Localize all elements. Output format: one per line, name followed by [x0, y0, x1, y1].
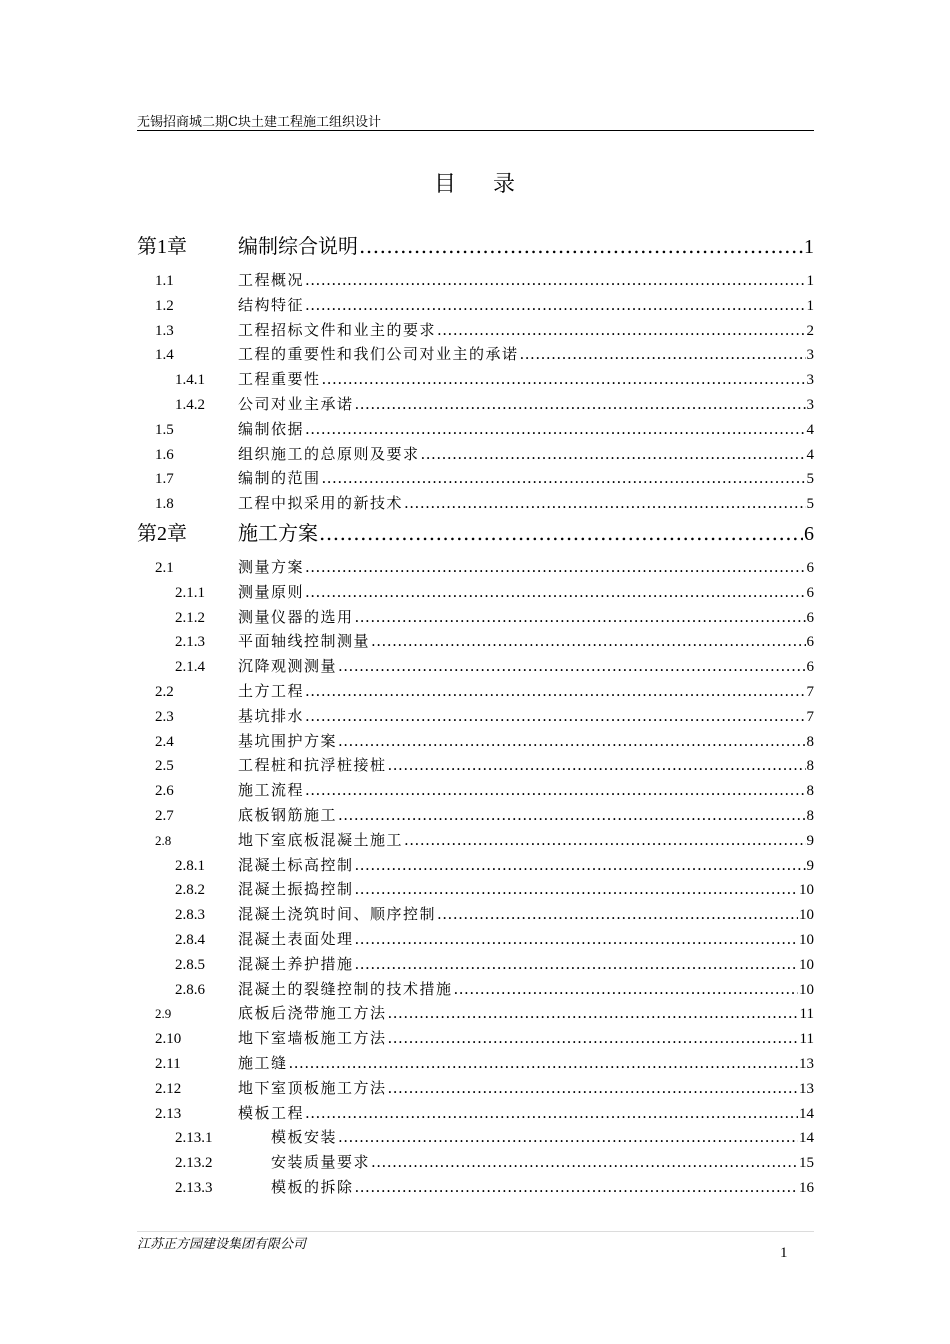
toc-entry-number: 2.8.5 — [175, 956, 205, 973]
toc-entry[interactable] — [137, 704, 814, 729]
toc-entry-title: 施工缝 — [238, 1053, 288, 1072]
toc-dot-leader — [305, 778, 805, 803]
toc-entry-number: 第1章 — [137, 236, 187, 258]
toc-entry-page: 3 — [806, 372, 814, 389]
toc-entry-title: 混凝土表面处理 — [238, 929, 354, 948]
toc-entry-page: 8 — [806, 733, 814, 750]
toc-entry-title: 结构特征 — [238, 295, 305, 314]
toc-chapter-entry[interactable] — [137, 518, 814, 555]
toc-entry-page: 2 — [806, 322, 814, 339]
toc-entry-number: 2.8.1 — [175, 857, 205, 874]
toc-entry-page: 10 — [799, 981, 814, 998]
toc-entry-page: 8 — [806, 783, 814, 800]
toc-entry-number: 1.4.1 — [175, 372, 205, 389]
toc-entry[interactable] — [137, 417, 814, 442]
toc-entry-title: 混凝土养护措施 — [238, 954, 354, 973]
toc-entry-page: 10 — [799, 882, 814, 899]
toc-dot-leader — [371, 1150, 798, 1175]
toc-entry-page: 8 — [806, 807, 814, 824]
toc-entry[interactable] — [137, 442, 814, 467]
toc-entry-page: 13 — [799, 1080, 814, 1097]
toc-entry-number: 1.6 — [155, 446, 174, 463]
toc-dot-leader — [421, 442, 806, 467]
toc-entry-page: 5 — [806, 471, 814, 488]
toc-entry[interactable] — [137, 877, 814, 902]
toc-dot-leader — [305, 555, 805, 580]
toc-entry-page: 8 — [806, 758, 814, 775]
toc-entry-page: 9 — [806, 857, 814, 874]
toc-entry-title: 组织施工的总原则及要求 — [238, 444, 420, 463]
toc-entry-page: 3 — [806, 396, 814, 413]
toc-entry[interactable] — [137, 927, 814, 952]
toc-entry-page: 7 — [806, 708, 814, 725]
toc-entry-number: 2.1.4 — [175, 659, 205, 676]
toc-entry-number: 2.5 — [155, 758, 174, 775]
toc-dot-leader — [289, 1051, 798, 1076]
toc-entry-page: 3 — [806, 347, 814, 364]
toc-entry-page: 7 — [806, 683, 814, 700]
toc-entry-number: 2.1.2 — [175, 609, 205, 626]
toc-dot-leader — [305, 268, 805, 293]
toc-entry-page: 4 — [806, 446, 814, 463]
toc-dot-leader — [404, 491, 805, 516]
toc-entry-number: 2.13.3 — [175, 1179, 213, 1196]
toc-entry-number: 1.4 — [155, 347, 174, 364]
toc-entry-title: 模板的拆除 — [271, 1177, 354, 1196]
toc-entry[interactable] — [137, 977, 814, 1002]
toc-chapter-entry[interactable] — [137, 231, 814, 268]
toc-entry[interactable] — [137, 803, 814, 828]
toc-title-char-1: 目 — [433, 172, 457, 197]
toc-entry-title: 测量仪器的选用 — [238, 607, 354, 626]
page-number: 1 — [780, 1245, 788, 1261]
toc-dot-leader — [371, 629, 805, 654]
toc-entry[interactable] — [137, 654, 814, 679]
toc-entry[interactable] — [137, 605, 814, 630]
toc-entry[interactable] — [137, 828, 814, 853]
toc-entry[interactable] — [137, 392, 814, 417]
toc-dot-leader — [355, 952, 798, 977]
toc-entry-number: 1.2 — [155, 297, 174, 314]
toc-dot-leader — [355, 853, 806, 878]
toc-entry-number: 2.1.3 — [175, 634, 205, 651]
toc-entry-page: 5 — [806, 496, 814, 513]
toc-entry-number: 2.4 — [155, 733, 174, 750]
toc-entry-number: 第2章 — [137, 522, 187, 545]
toc-entry-title: 地下室顶板施工方法 — [238, 1078, 387, 1097]
toc-dot-leader — [355, 877, 798, 902]
toc-entry-number: 2.6 — [155, 783, 174, 800]
toc-entry-title: 工程概况 — [238, 271, 305, 289]
toc-dot-leader — [454, 977, 798, 1002]
toc-entry-number: 1.3 — [155, 322, 174, 339]
toc-dot-leader — [359, 231, 803, 261]
toc-entry[interactable] — [137, 1175, 814, 1200]
toc-dot-leader — [338, 729, 805, 754]
toc-entry[interactable] — [137, 1026, 814, 1051]
toc-entry[interactable] — [137, 367, 814, 392]
toc-entry-number: 2.8.3 — [175, 907, 205, 924]
toc-dot-leader — [388, 1026, 799, 1051]
toc-entry[interactable] — [137, 1101, 814, 1126]
toc-entry-title: 混凝土标高控制 — [238, 855, 354, 874]
toc-dot-leader — [319, 518, 803, 548]
toc-dot-leader — [338, 803, 805, 828]
toc-entry[interactable] — [137, 342, 814, 367]
toc-entry[interactable] — [137, 629, 814, 654]
toc-entry-title: 底板后浇带施工方法 — [238, 1004, 387, 1023]
toc-entry[interactable] — [137, 318, 814, 343]
toc-entry[interactable] — [137, 729, 814, 754]
toc-entry-title: 工程桩和抗浮桩接桩 — [238, 756, 387, 775]
toc-entry-title: 沉降观测测量 — [238, 657, 338, 676]
toc-entry[interactable] — [137, 1076, 814, 1101]
toc-entry[interactable] — [137, 1051, 814, 1076]
toc-entry-title: 编制的范围 — [238, 469, 321, 488]
toc-entry-title: 测量原则 — [238, 582, 305, 601]
toc-entry-title: 施工流程 — [238, 781, 305, 800]
toc-entry-title: 工程招标文件和业主的要求 — [238, 320, 437, 339]
toc-dot-leader — [305, 580, 805, 605]
toc-dot-leader — [355, 1175, 798, 1200]
toc-entry-title: 编制依据 — [238, 419, 305, 438]
toc-entry-title: 模板安装 — [271, 1128, 338, 1147]
toc-entry-page: 6 — [806, 559, 814, 576]
toc-entry-number: 2.13.2 — [175, 1155, 213, 1172]
toc-dot-leader — [437, 902, 798, 927]
table-of-contents — [137, 229, 814, 1200]
toc-entry-number: 2.13 — [155, 1105, 182, 1122]
toc-entry[interactable] — [137, 1125, 814, 1150]
toc-dot-leader — [404, 828, 805, 853]
toc-entry-title: 地下室墙板施工方法 — [238, 1029, 387, 1048]
toc-entry-number: 2.7 — [155, 807, 174, 824]
toc-entry-page: 15 — [799, 1155, 814, 1172]
toc-entry-number: 2.8.2 — [175, 882, 205, 899]
toc-entry-page: 1 — [806, 297, 814, 314]
toc-entry[interactable] — [137, 753, 814, 778]
toc-entry-page: 6 — [804, 522, 814, 545]
footer-company: 江苏正方园建设集团有限公司 — [137, 1237, 307, 1252]
toc-entry-title: 基坑排水 — [238, 706, 305, 725]
toc-entry-title: 土方工程 — [238, 681, 305, 700]
toc-entry-page: 10 — [799, 931, 814, 948]
toc-dot-leader — [305, 293, 805, 318]
toc-dot-leader — [305, 1101, 798, 1126]
footer-rule — [137, 1231, 814, 1232]
toc-entry-page: 6 — [806, 659, 814, 676]
toc-entry-number: 1.5 — [155, 421, 174, 438]
toc-entry-number: 1.8 — [155, 496, 174, 513]
header-rule — [137, 130, 814, 131]
toc-title-char-2: 录 — [493, 172, 517, 197]
toc-entry-number: 2.1.1 — [175, 584, 205, 601]
toc-entry-number: 1.1 — [155, 273, 174, 289]
toc-entry[interactable] — [137, 293, 814, 318]
toc-entry-number: 2.10 — [155, 1031, 182, 1048]
toc-entry-title: 混凝土的裂缝控制的技术措施 — [238, 979, 453, 998]
toc-dot-leader — [520, 342, 806, 367]
toc-dot-leader — [338, 1125, 798, 1150]
toc-entry[interactable] — [137, 580, 814, 605]
toc-entry-title: 底板钢筋施工 — [238, 805, 338, 824]
toc-dot-leader — [388, 1001, 799, 1026]
toc-entry[interactable] — [137, 952, 814, 977]
toc-dot-leader — [305, 679, 805, 704]
toc-entry-number: 2.2 — [155, 683, 174, 700]
toc-entry-page: 11 — [799, 1006, 814, 1023]
toc-entry-number: 2.11 — [155, 1055, 181, 1072]
toc-entry-title: 基坑围护方案 — [238, 731, 338, 750]
toc-entry[interactable] — [137, 491, 814, 516]
toc-dot-leader — [305, 417, 805, 442]
toc-dot-leader — [355, 927, 798, 952]
toc-entry-page: 4 — [806, 421, 814, 438]
toc-entry-title: 施工方案 — [238, 520, 318, 545]
toc-entry-number: 2.8 — [155, 832, 172, 848]
toc-dot-leader — [388, 1076, 798, 1101]
toc-entry[interactable] — [137, 778, 814, 803]
toc-entry[interactable] — [137, 1001, 814, 1026]
toc-entry-page: 9 — [806, 832, 814, 849]
toc-dot-leader — [322, 466, 806, 491]
running-header: 无锡招商城二期C块土建工程施工组织设计 — [137, 115, 381, 130]
toc-entry-number: 2.1 — [155, 559, 174, 576]
toc-entry-number: 1.7 — [155, 471, 174, 488]
toc-dot-leader — [355, 605, 806, 630]
toc-entry-title: 工程重要性 — [238, 370, 321, 389]
toc-entry-page: 11 — [799, 1031, 814, 1048]
toc-dot-leader — [305, 704, 805, 729]
toc-entry[interactable] — [137, 853, 814, 878]
toc-entry-title: 测量方案 — [238, 557, 305, 576]
toc-entry-page: 10 — [799, 907, 814, 924]
toc-entry-title: 公司对业主承诺 — [238, 394, 354, 413]
toc-entry-page: 16 — [799, 1179, 814, 1196]
toc-title — [0, 167, 950, 198]
toc-entry-number: 2.8.6 — [175, 981, 205, 998]
toc-entry-title: 模板工程 — [238, 1103, 305, 1122]
toc-entry-title: 编制综合说明 — [238, 234, 358, 258]
toc-entry-number: 2.13.1 — [175, 1130, 213, 1147]
toc-entry-page: 1 — [804, 236, 814, 258]
toc-entry-page: 14 — [799, 1105, 814, 1122]
toc-entry[interactable] — [137, 679, 814, 704]
toc-dot-leader — [437, 318, 805, 343]
toc-dot-leader — [388, 753, 806, 778]
toc-entry-number: 2.9 — [155, 1006, 172, 1022]
toc-entry-title: 工程中拟采用的新技术 — [238, 494, 404, 513]
toc-dot-leader — [338, 654, 805, 679]
toc-entry[interactable] — [137, 466, 814, 491]
toc-entry-page: 10 — [799, 956, 814, 973]
toc-entry-page: 14 — [799, 1130, 814, 1147]
toc-entry-title: 安装质量要求 — [271, 1153, 371, 1172]
toc-entry-number: 2.8.4 — [175, 931, 205, 948]
toc-entry-page: 13 — [799, 1055, 814, 1072]
toc-entry-title: 混凝土振捣控制 — [238, 880, 354, 899]
toc-entry-number: 2.12 — [155, 1080, 182, 1097]
toc-entry[interactable] — [137, 1150, 814, 1175]
toc-entry-page: 1 — [806, 273, 814, 289]
toc-dot-leader — [322, 367, 806, 392]
toc-entry[interactable] — [137, 268, 814, 293]
toc-entry-title: 平面轴线控制测量 — [238, 632, 371, 651]
toc-entry-title: 混凝土浇筑时间、顺序控制 — [238, 905, 437, 924]
toc-entry[interactable] — [137, 902, 814, 927]
toc-dot-leader — [355, 392, 806, 417]
toc-entry-number: 2.3 — [155, 708, 174, 725]
toc-entry-page: 6 — [806, 634, 814, 651]
toc-entry-title: 地下室底板混凝土施工 — [238, 830, 404, 849]
toc-entry-page: 6 — [806, 584, 814, 601]
toc-entry[interactable] — [137, 555, 814, 580]
toc-entry-number: 1.4.2 — [175, 396, 205, 413]
toc-entry-page: 6 — [806, 609, 814, 626]
toc-entry-title: 工程的重要性和我们公司对业主的承诺 — [238, 345, 519, 364]
